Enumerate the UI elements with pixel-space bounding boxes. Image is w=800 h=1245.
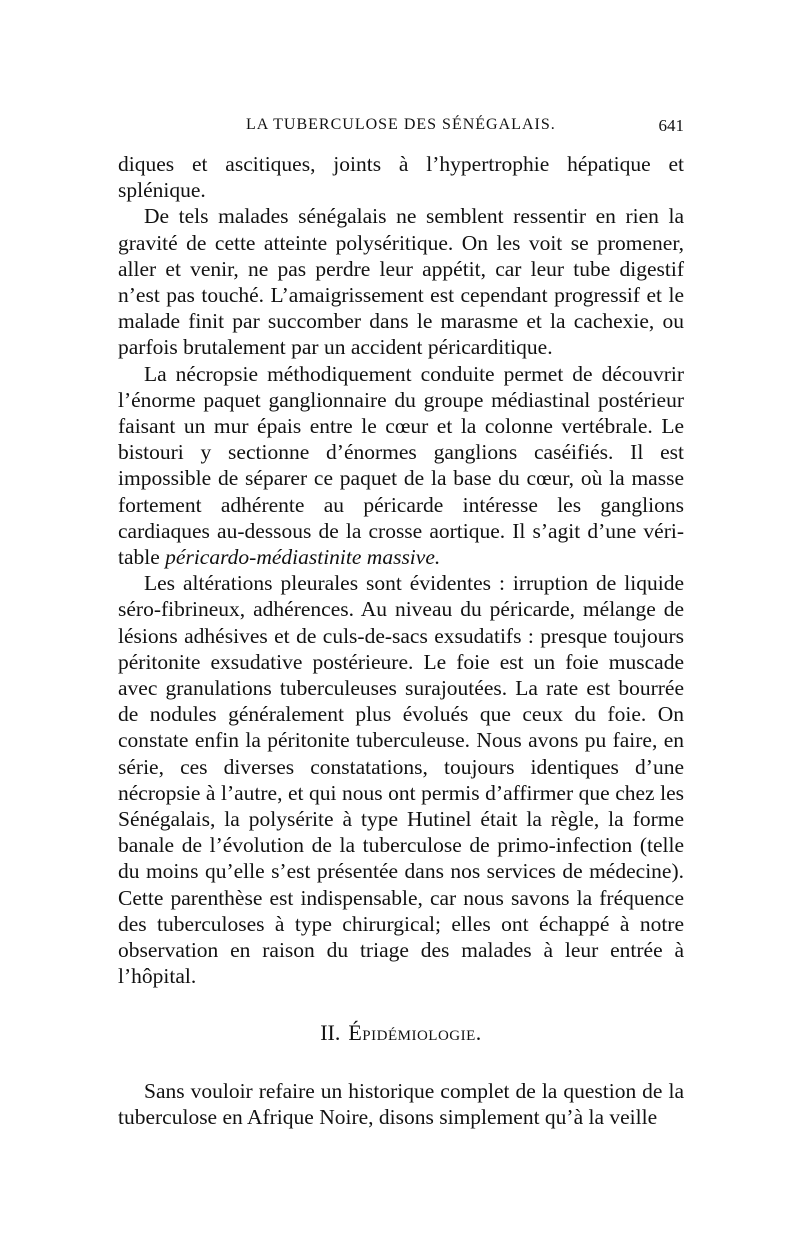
paragraph: Sans vouloir refaire un historique complet de la question de la tuberculose en Afrique Noire, disons simplement qu’à la veille <box>118 1078 684 1129</box>
body-text <box>118 151 684 1130</box>
paragraph: De tels malades sénégalais ne semblent ressentir en rien la gravité de cette atteinte polyséritique. On les voit se promener, aller et venir, ne pas perdre leur appétit, car leur tube digestif n’est pas touché. L’amaigrissement est cependant progressif et le malade finit par succomber dans le marasme et la cachexie, ou parfois brutalement par un accident péricarditique. <box>118 204 684 360</box>
page-number: 641 <box>658 116 684 135</box>
emphasized-term: péricardo-médiastinite massive. <box>165 545 441 570</box>
paragraph-text: La nécropsie méthodiquement conduite permet de découvrir l’énorme paquet ganglionnaire du groupe médiastinal postérieur faisant un mur épais entre le cœur et la colonne vertébrale. Le bistouri y sectionne d’énormes ganglions caséifiés. Il est impossible de séparer ce paquet de la base du cœur, où la masse fortement adhérente au péricarde intéresse les ganglions cardiaques au-dessous de la crosse aortique. Il s’agit d’une véritable <box>118 361 684 570</box>
paragraph: Les altérations pleurales sont évidentes : irruption de liquide séro-fibrineux, adhérences. Au niveau du péricarde, mélange de lésions adhésives et de culs-de-sacs exsudatifs : presque toujours péritonite exsudative postérieure. Le foie est un foie muscade avec granulations tuberculeuses surajoutées. La rate est bourrée de nodules généralement plus évolués que ceux du foie. On constate enfin la péritonite tuberculeuse. Nous avons pu faire, en série, ces diverses constatations, toujours identiques d’une nécropsie à l’autre, et qui nous ont permis d’affirmer que chez les Sénégalais, la polysérite à type Hutinel était la règle, la forme banale de l’évolution de la tuberculose de primo-infection (telle du moins qu’elle s’est présentée dans nos services de médecine). Cette parenthèse est indispensable, car nous savons la fréquence des tuberculoses à type chirurgical; elles ont échappé à notre observation en raison du triage des malades à leur entrée à l’hôpital. <box>118 571 684 989</box>
section-heading <box>118 1020 684 1046</box>
section-number: II. <box>320 1019 341 1045</box>
page-header <box>118 116 684 142</box>
running-title: LA TUBERCULOSE DES SÉNÉGALAIS. <box>246 116 556 133</box>
section-title: Épidémiologie. <box>348 1019 482 1045</box>
paragraph-continued: diques et ascitiques, joints à l’hypertrophie hépatique et splénique. <box>118 152 684 203</box>
paragraph <box>118 361 684 571</box>
